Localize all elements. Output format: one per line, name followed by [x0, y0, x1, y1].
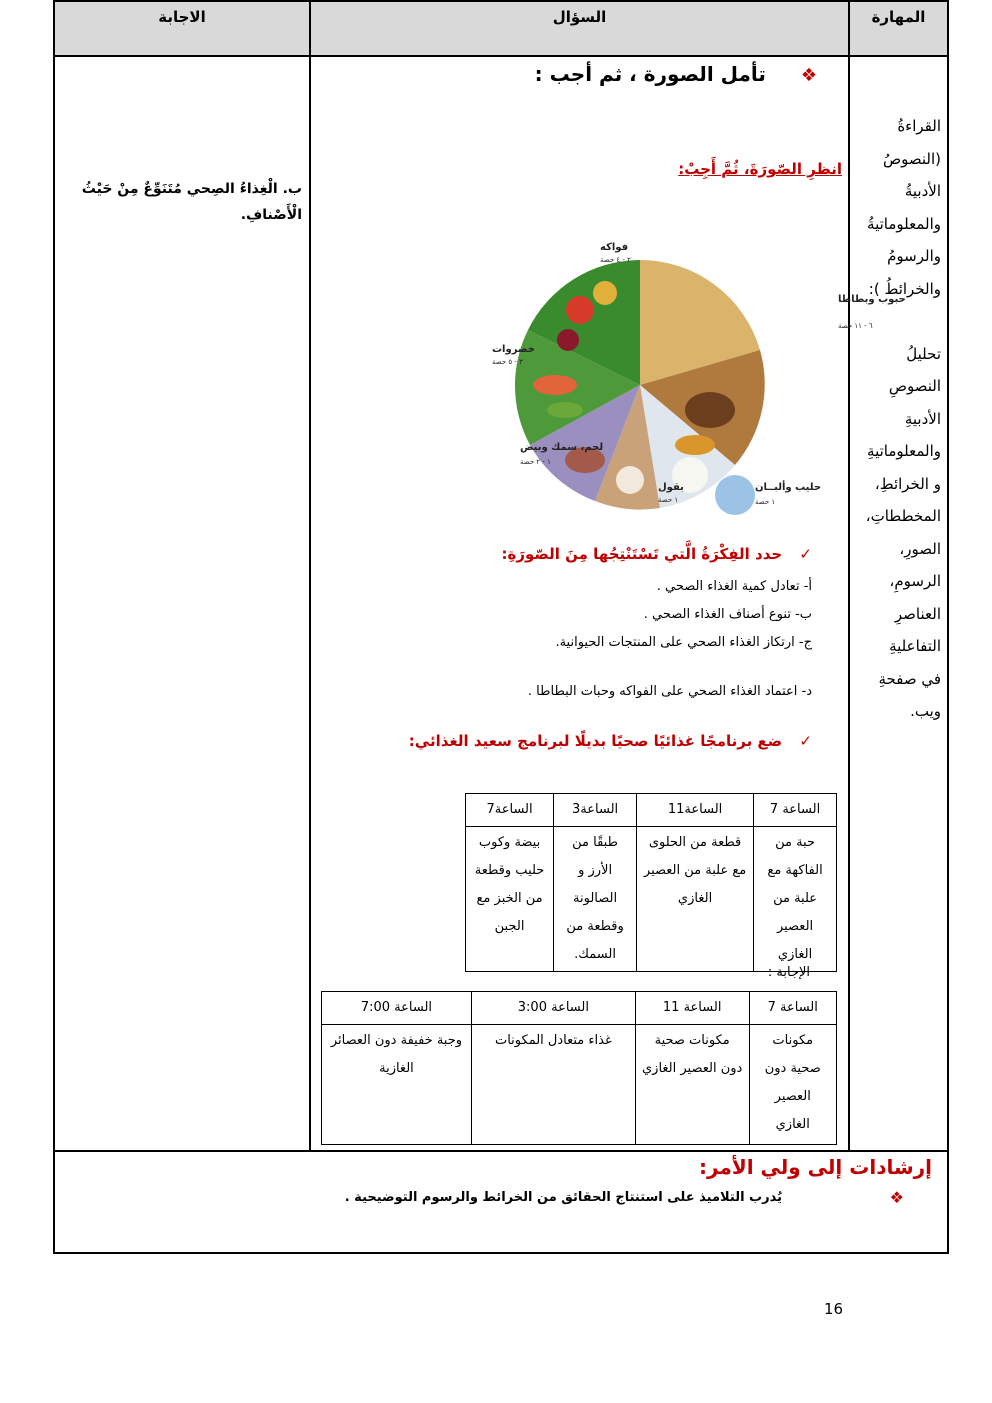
table-row	[322, 992, 837, 1025]
table-header-cell: الساعة 7:00	[322, 992, 472, 1025]
guidance-text: يُدرب التلاميذ على استنتاج الحقائق من الخرائط والرسوم التوضيحية .	[344, 1190, 782, 1205]
star-icon: ❖	[800, 65, 817, 86]
skill-line: القراءةُ	[897, 117, 941, 135]
star-icon: ❖	[889, 1188, 904, 1207]
label-vegetables: خضروات	[492, 344, 535, 355]
skill-line: العناصرِ	[894, 604, 941, 623]
question-title: ❖ تأمل الصورة ، ثم أجب :	[534, 62, 817, 86]
column-divider	[848, 2, 850, 1152]
table-cell: مكونات صحية دون العصير الغازي	[635, 1025, 749, 1145]
svg-text:٣ - ٥ حصة: ٣ - ٥ حصة	[492, 358, 523, 366]
table-row	[466, 827, 837, 972]
option-b: ب- تنوع أصناف الغذاء الصحي .	[643, 607, 812, 622]
skill-line: الأدبيةُ	[904, 182, 941, 200]
guidance-title: إرشادات إلى ولي الأمر:	[699, 1155, 932, 1179]
check-icon: ✓	[799, 732, 812, 750]
answer-table	[321, 991, 837, 1145]
skill-line: في صفحةِ	[878, 669, 941, 688]
option-d: د- اعتماد الغذاء الصحي على الفواكه وحبات البطاطا .	[527, 684, 812, 699]
svg-text:٦ - ١١ حصة: ٦ - ١١ حصة	[838, 322, 873, 330]
header-answer: الاجابة	[55, 2, 309, 57]
answer-prefix: ب.	[282, 181, 302, 197]
table-cell: طبقًا من الأرز و الصالونة وقطعة من السمك.	[554, 827, 637, 972]
svg-text:٢ - ٤ حصة: ٢ - ٤ حصة	[600, 256, 631, 264]
table-header-cell: الساعة 11	[635, 992, 749, 1025]
svg-text:١ - ٢ حصة: ١ - ٢ حصة	[520, 458, 551, 466]
skill-line: النصوصِ	[888, 377, 941, 395]
table-cell: حبة من الفاكهة مع علبة من العصير الغازي	[754, 827, 837, 972]
skill-line: المخططاتِ،	[865, 507, 941, 525]
option-c: ج- ارتكاز الغذاء الصحي على المنتجات الحيوانية.	[555, 635, 812, 650]
svg-text:١ حصة: ١ حصة	[755, 498, 776, 506]
skill-line: تحليلُ	[906, 344, 941, 363]
option-a: أ- تعادل كمية الغذاء الصحي .	[656, 579, 812, 594]
diet-table	[465, 793, 837, 972]
table-cell: غذاء متعادل المكونات	[471, 1025, 635, 1145]
header-skill: المهارة	[850, 2, 947, 57]
label-grains: حبوب وبطاطا	[838, 294, 906, 305]
look-instruction: انظرِ الصّورَةَ، ثُمَّ أَجِبْ:	[678, 160, 842, 178]
skill-line: (النصوصُ	[882, 149, 941, 168]
table-header-cell: الساعة7	[466, 794, 554, 827]
question-1: ✓ حدد الفِكْرَةُ الَّتي تَسْتَنْتِجُها مِنَ الصّورَةِ:	[501, 545, 812, 563]
label-dairy: حليب وألبــان	[755, 482, 822, 493]
table-header-cell: الساعة 7	[749, 992, 837, 1025]
label-fruits: فواكه	[600, 242, 629, 253]
table-cell: قطعة من الحلوى مع علبة من العصير الغازي	[637, 827, 754, 972]
skill-line: والمعلوماتيةِ	[867, 442, 941, 460]
question-2: ✓ ضع برنامجًا غذائيًا صحيًا بديلًا لبرنامج سعيد الغذائي:	[408, 732, 812, 750]
answer-text	[62, 176, 302, 228]
check-icon: ✓	[799, 545, 812, 563]
row-divider	[55, 1150, 947, 1152]
table-row	[322, 1025, 837, 1145]
skill-line: والخرائطُ ):	[868, 279, 941, 298]
table-header-cell: الساعة3	[554, 794, 637, 827]
header-question: السؤال	[311, 2, 848, 57]
table-header-cell: الساعة 3:00	[471, 992, 635, 1025]
skill-line: التفاعليةِ	[889, 637, 941, 655]
table-header-cell: الساعة 7	[754, 794, 837, 827]
answer-body: الْغِذاءُ الصِحي مُتَنَوِّعٌ مِنْ حَيْثُ الْأَصْنافِ.	[81, 181, 302, 223]
table-row	[466, 794, 837, 827]
skill-line: الأدبيةِ	[904, 409, 941, 428]
table-header-cell: الساعة11	[637, 794, 754, 827]
table-cell: بيضة وكوب حليب وقطعة من الخبز مع الجبن	[466, 827, 554, 972]
column-divider	[309, 2, 311, 1152]
skill-line: الرسومِ،	[889, 572, 941, 590]
page-number: 16	[824, 1300, 844, 1318]
skill-line: والمعلوماتيةُ	[867, 214, 941, 233]
skill-line: و الخرائطِ،	[874, 474, 941, 493]
label-legumes: بقول	[658, 482, 684, 493]
answer-label: الإجابة :	[767, 965, 810, 980]
label-meat: لحم، سمك وبيض	[520, 442, 604, 453]
table-cell: وجبة خفيفة دون العصائر الغازية	[322, 1025, 472, 1145]
skill-line: ويب.	[910, 702, 941, 720]
skill-text	[853, 110, 941, 728]
table-cell: مكونات صحية دون العصير الغازي	[749, 1025, 837, 1145]
skill-line: الصورِ،	[899, 539, 941, 558]
svg-text:١ حصة: ١ حصة	[658, 496, 679, 504]
skill-line: والرسومُ	[887, 247, 941, 265]
